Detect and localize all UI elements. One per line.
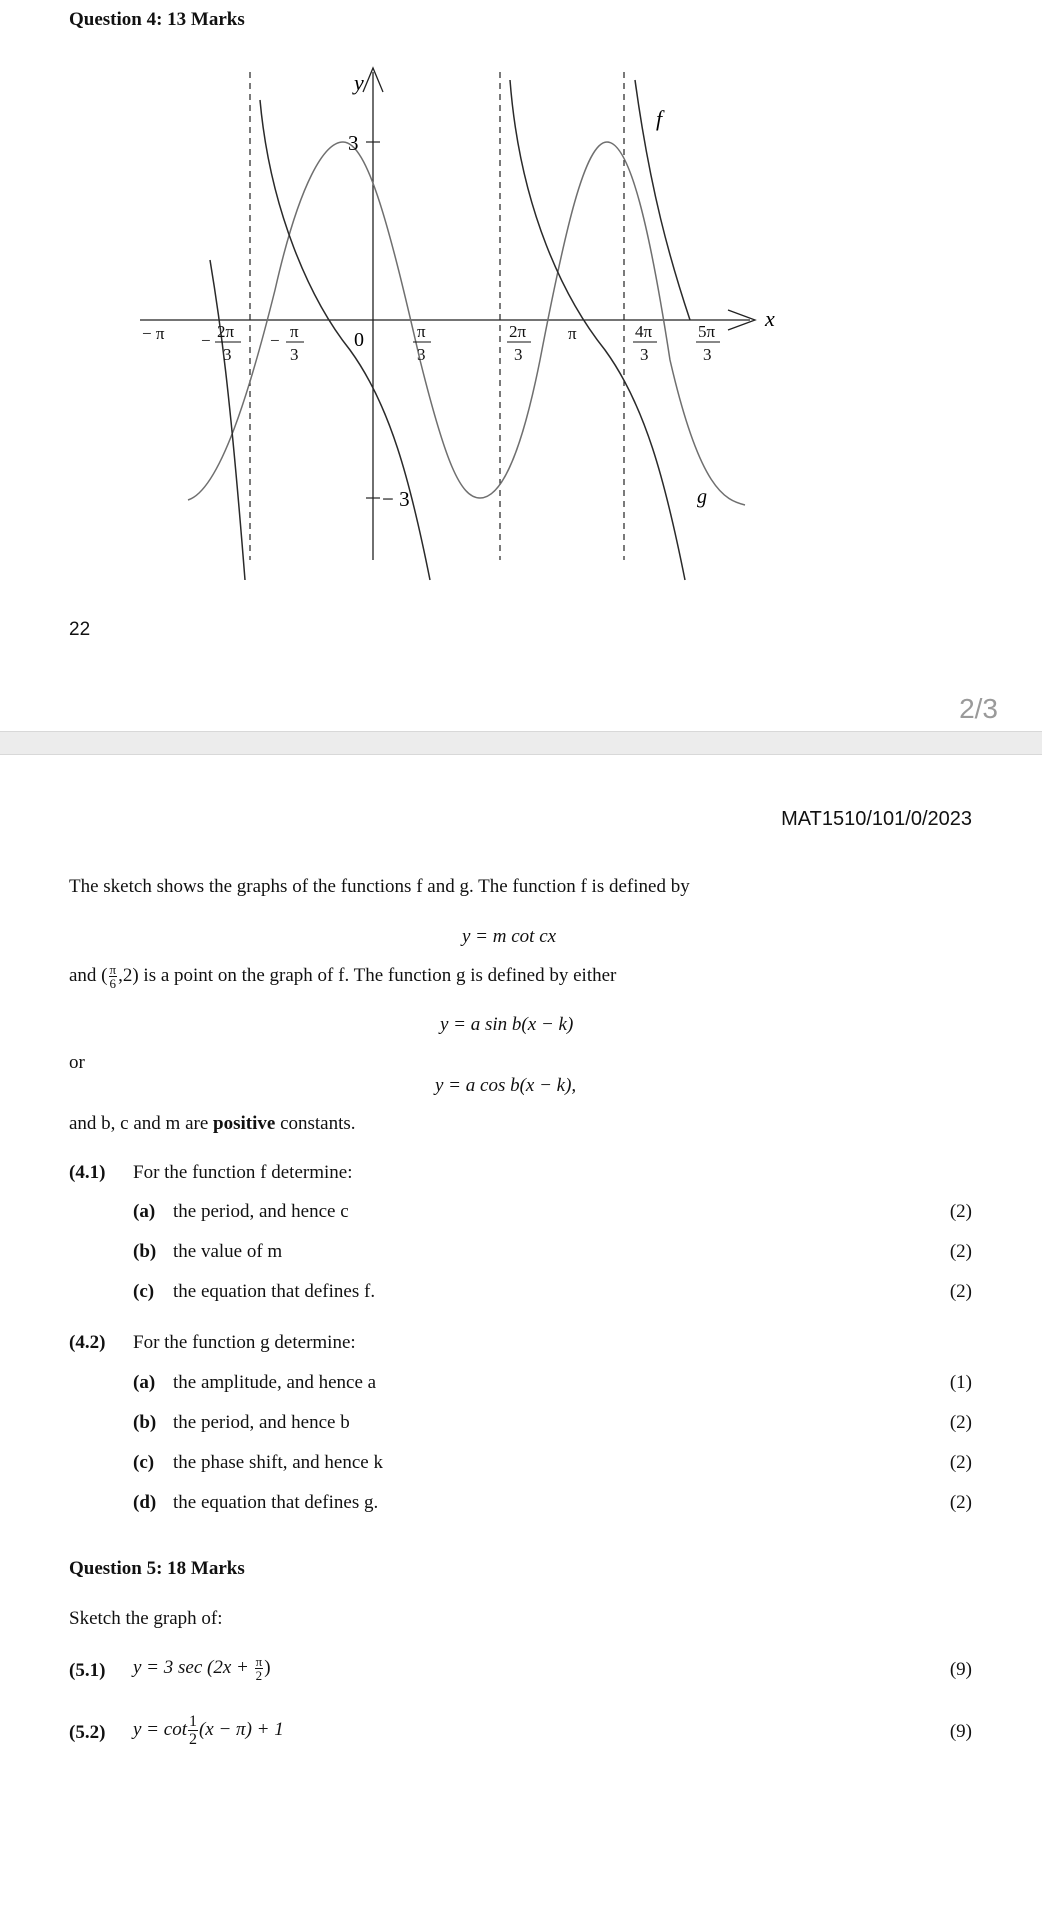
x-tick-neg-pi: − π [142,324,165,343]
q42b-label: (b) [133,1412,157,1433]
q51-equation [133,1655,271,1682]
q52-eq-post: (x − π) + 1 [198,1718,284,1740]
q52-num: 1 [188,1713,197,1730]
q52-den: 2 [188,1731,197,1748]
or-text: or [69,1052,85,1073]
origin-label: 0 [354,329,364,351]
x-tick-neg-2pi3-num: 2π [217,322,235,341]
x-tick-neg-pi3-num: π [290,322,299,341]
page-number: 22 [69,619,91,640]
intro-line: The sketch shows the graphs of the functions f and g. The function f is defined by [69,876,690,897]
equation-g-cos: y = a cos b(x − k), [435,1075,577,1096]
equation-g-sin: y = a sin b(x − k) [440,1014,574,1035]
q42a-text: the amplitude, and hence a [173,1372,377,1393]
x-tick-2pi3-num: 2π [509,322,527,341]
y-axis-label: y [354,70,364,95]
x-tick-pi: π [568,324,577,343]
constants-bold: positive [213,1113,276,1134]
q41c-text: the equation that defines f. [173,1281,376,1302]
page-separator [0,731,1042,755]
x-tick-neg-2pi3-sign: − [201,331,211,350]
curve-f-branch-4 [635,80,690,320]
q42c-label: (c) [133,1452,155,1473]
q42a-label: (a) [133,1372,156,1393]
q42c-marks: (2) [949,1452,972,1473]
x-tick-pi3-num: π [417,322,426,341]
q52-fraction [188,1713,198,1748]
page-indicator: 2/3 [959,693,998,724]
x-tick-2pi3-den: 3 [514,345,523,364]
x-axis-label: x [765,306,775,331]
x-tick-neg-2pi3-den: 3 [223,345,232,364]
y-tick-label-neg3: − 3 [382,487,410,511]
q41b-label: (b) [133,1241,157,1262]
q51-num: π [255,1654,263,1669]
q41a-text: the period, and hence c [173,1201,349,1222]
q52-equation [133,1713,284,1748]
constants-line [69,1112,356,1136]
point-num: π [109,962,117,977]
curve-f-branch-0 [210,260,245,580]
course-code: MAT1510/101/0/2023 [781,808,972,830]
question5-heading: Question 5: 18 Marks [69,1558,245,1579]
constants-post: constants. [275,1113,356,1134]
q42d-marks: (2) [949,1492,972,1513]
q52-label: (5.2) [69,1722,106,1743]
q41b-text: the value of m [173,1241,283,1262]
function-graph [110,60,800,590]
q51-label: (5.1) [69,1660,106,1681]
point-fraction [109,963,118,990]
q42a-marks: (1) [949,1372,972,1393]
x-tick-5pi3-den: 3 [703,345,712,364]
q51-marks: (9) [949,1659,972,1680]
q51-eq-post: ) [264,1656,271,1678]
x-tick-neg-pi3-sign: − [270,331,280,350]
q51-fraction [255,1655,264,1682]
q42d-text: the equation that defines g. [173,1492,379,1513]
equation-f: y = m cot cx [462,926,557,947]
curve-f-label: f [656,106,663,131]
x-tick-pi3-den: 3 [417,345,426,364]
curve-g-label: g [697,486,707,508]
q42-text: For the function g determine: [133,1332,356,1353]
x-tick-5pi3-num: 5π [698,322,716,341]
question4-heading: Question 4: 13 Marks [69,9,245,30]
q41a-label: (a) [133,1201,156,1222]
curve-f-branch-2 [510,80,685,580]
x-tick-4pi3-den: 3 [640,345,649,364]
curve-g [188,142,745,505]
point-line-pre: and ( [69,964,108,986]
q42-label: (4.2) [69,1332,106,1353]
q41b-marks: (2) [949,1241,972,1262]
x-tick-4pi3-num: 4π [635,322,653,341]
q52-marks: (9) [949,1721,972,1742]
constants-pre: and b, c and m are [69,1113,214,1134]
point-line [69,963,616,990]
q51-den: 2 [255,1668,263,1683]
q42b-text: the period, and hence b [173,1412,350,1433]
q51-eq-pre: y = 3 sec (2x + [133,1656,254,1678]
point-den: 6 [109,976,117,991]
q42b-marks: (2) [949,1412,972,1433]
q41-text: For the function f determine: [133,1162,353,1183]
q5-intro: Sketch the graph of: [69,1608,223,1629]
q52-eq-pre: y = cot [133,1718,187,1740]
point-line-post: ,2) is a point on the graph of f. The function g is defined by either [118,964,617,986]
q41a-marks: (2) [949,1201,972,1222]
q41-label: (4.1) [69,1162,106,1183]
x-tick-neg-pi3-den: 3 [290,345,299,364]
q41c-label: (c) [133,1281,155,1302]
q42d-label: (d) [133,1492,157,1513]
q41c-marks: (2) [949,1281,972,1302]
y-tick-label-3: 3 [348,131,359,155]
q42c-text: the phase shift, and hence k [173,1452,383,1473]
